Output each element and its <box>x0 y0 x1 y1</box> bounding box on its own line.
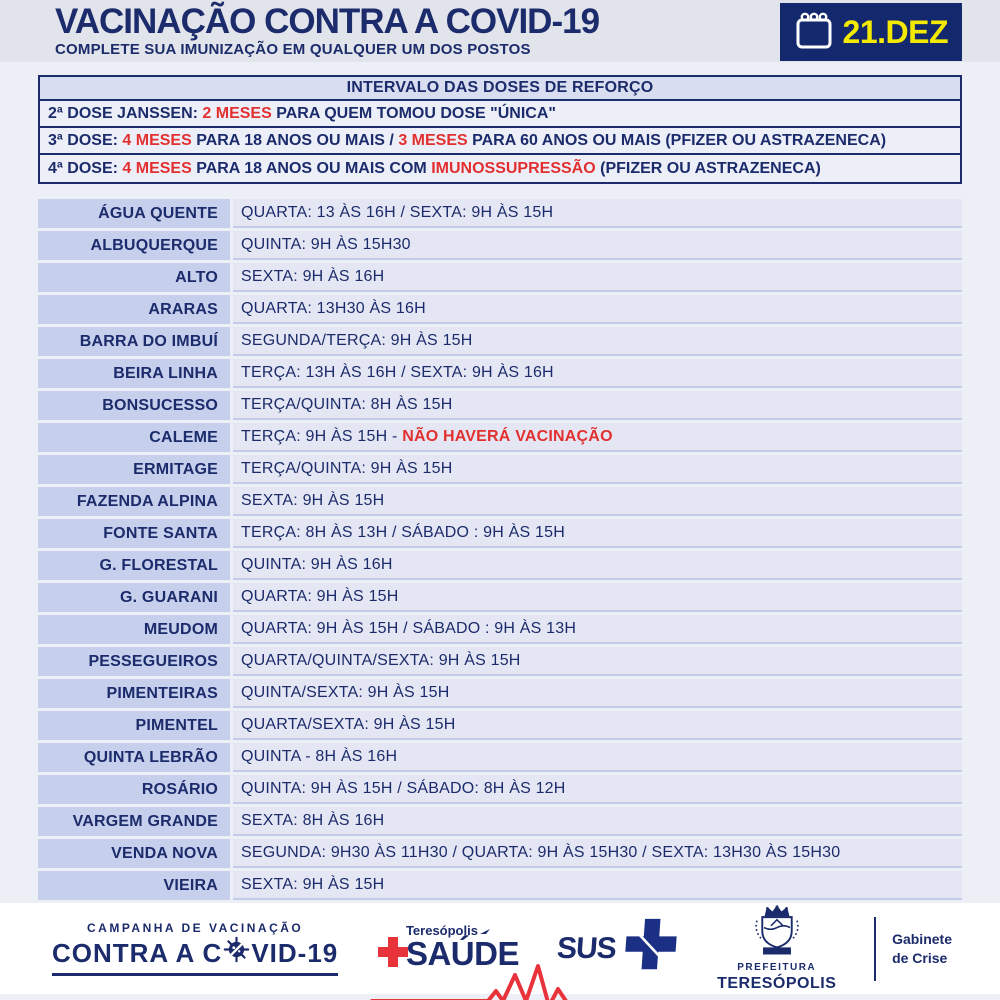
table-row <box>38 391 962 420</box>
schedule-value <box>233 679 962 708</box>
interval-rule-segment: 2 MESES <box>202 104 277 122</box>
location-label: BARRA DO IMBUÍ <box>38 327 230 356</box>
interval-rule <box>40 101 960 128</box>
location-label: ROSÁRIO <box>38 775 230 804</box>
campaign-post: VID-19 <box>251 937 339 968</box>
schedule-text: QUARTA: 13H30 ÀS 16H <box>241 299 426 317</box>
sus-cross-icon <box>621 917 679 980</box>
table-row <box>38 295 962 324</box>
schedule-value <box>233 263 962 292</box>
location-label: ARARAS <box>38 295 230 324</box>
table-row <box>38 199 962 228</box>
schedule-value <box>233 455 962 484</box>
schedule-text: QUARTA: 13 ÀS 16H / SEXTA: 9H ÀS 15H <box>241 203 554 221</box>
schedule-value <box>233 551 962 580</box>
location-label: MEUDOM <box>38 615 230 644</box>
schedule-text: TERÇA/QUINTA: 9H ÀS 15H <box>241 459 453 477</box>
schedule-text: QUINTA/SEXTA: 9H ÀS 15H <box>241 683 450 701</box>
schedule-text: TERÇA: 13H ÀS 16H / SEXTA: 9H ÀS 16H <box>241 363 554 381</box>
table-row <box>38 775 962 804</box>
schedule-value <box>233 231 962 260</box>
schedule-text: QUARTA: 9H ÀS 15H <box>241 587 399 605</box>
table-row <box>38 519 962 548</box>
gabinete-label <box>892 930 952 966</box>
table-row <box>38 327 962 356</box>
interval-rule-segment: 4 MESES <box>122 131 197 149</box>
schedule-value <box>233 775 962 804</box>
interval-rule <box>40 155 960 182</box>
schedule-text: SEXTA: 9H ÀS 15H <box>241 875 385 893</box>
schedule-alert: NÃO HAVERÁ VACINAÇÃO <box>402 427 613 445</box>
table-row <box>38 679 962 708</box>
vertical-divider <box>874 917 876 981</box>
schedule-text: SEXTA: 9H ÀS 15H <box>241 491 385 509</box>
interval-rule-segment: IMUNOSSUPRESSÃO <box>431 159 601 177</box>
interval-rule-segment: 2ª DOSE JANSSEN: <box>48 104 203 122</box>
location-label: PIMENTEL <box>38 711 230 740</box>
location-label: CALEME <box>38 423 230 452</box>
schedule-value <box>233 295 962 324</box>
schedule-value <box>233 519 962 548</box>
schedule-value <box>233 743 962 772</box>
schedule-value <box>233 871 962 900</box>
schedule-text: TERÇA: 9H ÀS 15H - <box>241 427 403 445</box>
city-crest-icon <box>746 944 808 961</box>
booster-interval-box <box>38 75 962 184</box>
schedule-text: QUARTA/QUINTA/SEXTA: 9H ÀS 15H <box>241 651 521 669</box>
campaign-pre: CONTRA A C <box>52 937 223 968</box>
schedule-value <box>233 807 962 836</box>
location-label: ERMITAGE <box>38 455 230 484</box>
location-label: G. FLORESTAL <box>38 551 230 580</box>
schedule-value <box>233 199 962 228</box>
calendar-icon <box>794 9 834 56</box>
location-label: G. GUARANI <box>38 583 230 612</box>
schedule-text: QUINTA - 8H ÀS 16H <box>241 747 398 765</box>
schedule-text: QUINTA: 9H ÀS 15H30 <box>241 235 411 253</box>
location-label: VIEIRA <box>38 871 230 900</box>
gabinete-block <box>874 917 952 981</box>
location-label: FAZENDA ALPINA <box>38 487 230 516</box>
footer <box>0 903 1000 994</box>
location-label: ÁGUA QUENTE <box>38 199 230 228</box>
interval-rule-segment: : <box>112 131 123 149</box>
schedule-text: QUARTA/SEXTA: 9H ÀS 15H <box>241 715 456 733</box>
campaign-top-line: CAMPANHA DE VACINAÇÃO <box>86 921 304 935</box>
campaign-main-line <box>52 936 338 970</box>
table-row <box>38 615 962 644</box>
interval-rule-segment: PARA 60 ANOS OU MAIS (PFIZER OU ASTRAZENECA) <box>472 131 887 149</box>
interval-rule-segment: (PFIZER OU ASTRAZENECA) <box>600 159 821 177</box>
schedule-text: QUARTA: 9H ÀS 15H / SÁBADO : 9H ÀS 13H <box>241 619 577 637</box>
header <box>0 0 1000 62</box>
schedule-text: SEGUNDA/TERÇA: 9H ÀS 15H <box>241 331 473 349</box>
prefeitura-logo <box>717 905 836 992</box>
virus-icon <box>223 936 250 970</box>
sus-logo <box>557 917 680 980</box>
table-row <box>38 871 962 900</box>
table-row <box>38 455 962 484</box>
schedule-text: TERÇA/QUINTA: 8H ÀS 15H <box>241 395 453 413</box>
table-row <box>38 551 962 580</box>
schedule-value <box>233 359 962 388</box>
subtitle-prefix: COMPLETE SUA IMUNIZAÇÃO EM <box>55 40 310 58</box>
interval-rule-segment: PARA QUEM TOMOU DOSE "ÚNICA" <box>276 104 556 122</box>
interval-rules <box>40 101 960 182</box>
schedule-value <box>233 487 962 516</box>
schedule-value <box>233 583 962 612</box>
location-label: PIMENTEIRAS <box>38 679 230 708</box>
saude-city: Teresópolis <box>405 923 478 938</box>
page-title: VACINAÇÃO CONTRA A COVID-19 <box>55 2 600 42</box>
table-row <box>38 583 962 612</box>
saude-big-label: SAÚDE <box>405 935 519 972</box>
gabinete-line1: Gabinete <box>892 931 952 948</box>
location-label: BEIRA LINHA <box>38 359 230 388</box>
table-row <box>38 359 962 388</box>
date-text: 21.DEZ <box>842 13 948 50</box>
interval-rule <box>40 128 960 155</box>
prefeitura-line2: TERESÓPOLIS <box>717 975 837 992</box>
prefeitura-line1: PREFEITURA <box>737 962 817 973</box>
interval-box-title: INTERVALO DAS DOSES DE REFORÇO <box>40 77 960 101</box>
campaign-underline <box>52 973 338 976</box>
schedule-text: TERÇA: 8H ÀS 13H / SÁBADO : 9H ÀS 15H <box>241 523 565 541</box>
schedule-text: SEXTA: 8H ÀS 16H <box>241 811 385 829</box>
table-row <box>38 647 962 676</box>
table-row <box>38 839 962 868</box>
schedule-value <box>233 391 962 420</box>
date-badge <box>780 3 962 61</box>
subtitle-bold-word: QUALQUER <box>309 40 398 58</box>
interval-rule-segment: PARA 18 ANOS OU MAIS / <box>196 131 399 149</box>
gabinete-line2: de Crise <box>892 949 948 966</box>
schedule-text: SEXTA: 9H ÀS 16H <box>241 267 385 285</box>
schedule-text: QUINTA: 9H ÀS 15H / SÁBADO: 8H ÀS 12H <box>241 779 566 797</box>
location-label: VENDA NOVA <box>38 839 230 868</box>
schedule-value <box>233 711 962 740</box>
interval-rule-segment: 4ª DOSE <box>48 159 113 177</box>
table-row <box>38 423 962 452</box>
table-row <box>38 231 962 260</box>
interval-rule-segment: PARA 18 ANOS OU MAIS COM <box>196 159 432 177</box>
schedule-table <box>38 199 962 900</box>
page-subtitle <box>55 41 599 58</box>
table-row <box>38 807 962 836</box>
location-label: ALBUQUERQUE <box>38 231 230 260</box>
table-row <box>38 263 962 292</box>
location-label: PESSEGUEIROS <box>38 647 230 676</box>
table-row <box>38 487 962 516</box>
location-label: VARGEM GRANDE <box>38 807 230 836</box>
teresopolis-saude-logo <box>376 923 519 974</box>
location-label: QUINTA LEBRÃO <box>38 743 230 772</box>
location-label: BONSUCESSO <box>38 391 230 420</box>
location-label: FONTE SANTA <box>38 519 230 548</box>
schedule-value <box>233 839 962 868</box>
location-label: ALTO <box>38 263 230 292</box>
sus-label: SUS <box>555 931 617 965</box>
interval-rule-segment: 4 MESES <box>122 159 197 177</box>
table-row <box>38 711 962 740</box>
interval-rule-segment: 3 MESES <box>398 131 473 149</box>
table-row <box>38 743 962 772</box>
heartbeat-icon <box>370 963 575 1000</box>
subtitle-suffix: UM DOS POSTOS <box>397 40 531 58</box>
schedule-value <box>233 615 962 644</box>
schedule-value <box>233 423 962 452</box>
schedule-value <box>233 647 962 676</box>
flag-arrow-icon <box>480 926 492 936</box>
interval-rule-segment: : <box>112 159 123 177</box>
interval-rule-segment: 3ª DOSE <box>48 131 113 149</box>
schedule-text: QUINTA: 9H ÀS 16H <box>241 555 393 573</box>
campaign-logo <box>52 921 338 976</box>
schedule-value <box>233 327 962 356</box>
schedule-text: SEGUNDA: 9H30 ÀS 11H30 / QUARTA: 9H ÀS 15H30 / SEXTA: 13H30 ÀS 15H30 <box>241 843 841 861</box>
title-block <box>55 4 599 58</box>
